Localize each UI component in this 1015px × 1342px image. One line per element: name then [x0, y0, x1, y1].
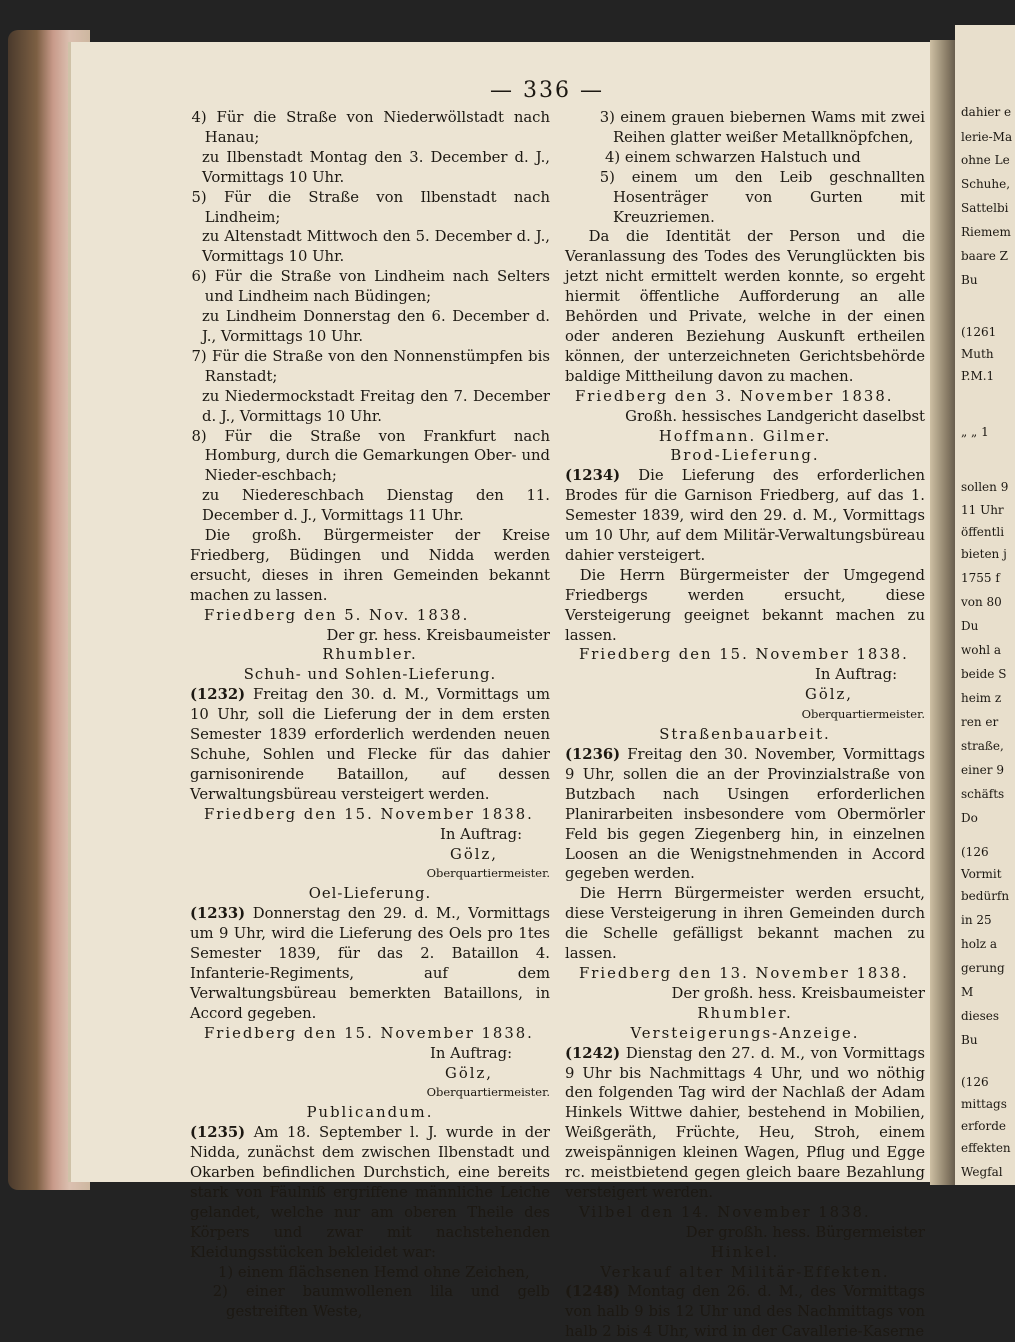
signature: Hoffmann. Gilmer. [658, 427, 832, 445]
facing-page-text: einer 9 [961, 763, 1004, 777]
dateline: Vilbel den 14. November 1838. [579, 1203, 871, 1221]
facing-page-text: sollen 9 [961, 480, 1009, 494]
route-item: 7) Für die Straße von den Nonnenstümpfen bis Ranstadt; [191, 347, 550, 385]
signatory-title: Oberquartiermeister. [801, 707, 925, 722]
facing-page-text: dieses [961, 1009, 1000, 1023]
clothing-item: 1) einem flächsenen Hemd ohne Zeichen, [218, 1263, 530, 1281]
facing-page-text: 11 Uhr [961, 503, 1004, 517]
page-number: — 336 — [490, 78, 604, 103]
route-date: zu Ilbenstadt Montag den 3. December d. J., Vormittags 10 Uhr. [202, 148, 550, 186]
facing-page-text: bieten j [961, 547, 1007, 561]
notice-text: Donnerstag den 29. d. M., Vormittags um 9 Uhr, wird die Lieferung des Oels pro 1tes Semester 1839, für das 2. Bataillon 4. Infanterie-Regiments, auf dem Verwaltungsbüreau bemerkten Bataillons, in Accord gegeben. [190, 905, 550, 1022]
signatory-title: Großh. hessisches Landgericht daselbst [625, 407, 925, 425]
facing-page-text: (126 [961, 1075, 989, 1089]
clothing-item: 5) einem um den Leib geschnallten Hosenträger von Gurten mit Kreuzriemen. [599, 168, 925, 226]
facing-page-text: lerie-Ma [961, 130, 1013, 144]
signature: Gölz, [450, 845, 498, 863]
facing-page-text: heim z [961, 691, 1002, 705]
section-heading: Verkauf alter Militär-Effekten. [600, 1263, 890, 1281]
facing-page-text: P.M.1 [961, 369, 995, 383]
facing-page-text: von 80 [961, 595, 1002, 609]
facing-page-text: Bu [961, 273, 978, 287]
signatory-title: Der gr. hess. Kreisbaumeister [326, 626, 550, 644]
clothing-item: 4) einem schwarzen Halstuch und [605, 148, 861, 166]
signature: Gölz, [805, 686, 853, 704]
notice-text: Die Herrn Bürgermeister der Umgegend Friedbergs werden ersucht, diese Versteigerung geeignet bekannt machen zu lassen. [565, 566, 925, 644]
facing-page-text: holz a [961, 937, 998, 951]
signatory-title: Oberquartiermeister. [426, 1085, 550, 1100]
facing-page-text: beide S [961, 667, 1007, 681]
facing-page-text: Muth [961, 347, 994, 361]
route-item: 5) Für die Straße von Ilbenstadt nach Lindheim; [191, 188, 550, 226]
notice-number: (1234) [565, 467, 621, 485]
facing-page-text: (1261 [961, 325, 997, 339]
notice-text: Die Herrn Bürgermeister werden ersucht, diese Versteigerung in ihren Gemeinden durch die Schelle gefälligst bekannt machen zu lassen. [565, 885, 925, 963]
signature: Rhumbler. [322, 646, 418, 664]
dateline: Friedberg den 5. Nov. 1838. [204, 606, 470, 624]
section-heading: Straßenbauarbeit. [659, 726, 831, 744]
notice-text: Die Lieferung des erforderlichen Brodes für die Garnison Friedberg, auf das 1. Semester 1839, wird den 29. d. M., Vormittags um 10 Uhr, auf dem Militär-Verwaltungsbüreau dahier versteigert. [565, 467, 925, 564]
notice-number: (1233) [190, 905, 246, 923]
signature: Hinkel. [710, 1243, 780, 1261]
section-heading: Brod-Lieferung. [670, 447, 820, 465]
notice-number: (1236) [565, 746, 621, 763]
signatory-title: Der großh. hess. Bürgermeister [685, 1223, 925, 1241]
right-column [565, 108, 925, 1342]
facing-page-text: Do [961, 811, 978, 825]
notice-text: Freitag den 30. d. M., Vormittags um 10 Uhr, soll die Lieferung der in dem ersten Semester 1839 erforderlich werdenden neuen Schuhe, Sohlen und Flecke für das dahier garnisonirende Bataillon, auf dessen Verwaltungsbüreau versteigert werden. [190, 686, 550, 803]
facing-page-text: mittags [961, 1097, 1007, 1111]
notice-text: Dienstag den 27. d. M., von Vormittags 9 Uhr bis Nachmittags 4 Uhr, und wo nöthig den folgenden Tag wird der Nachlaß der Adam Hinkels Wittwe dahier, bestehend in Mobilien, Weißgeräth, Früchte, Heu, Stroh, einem zweispännigen kleinen Wagen, Pflug und Egge rc. meistbietend gegen gleich baare Bezahlung versteigert werden. [565, 1044, 925, 1201]
facing-page-text: erforde [961, 1119, 1007, 1133]
dateline: Friedberg den 15. November 1838. [204, 1024, 534, 1042]
facing-page-text: gerung [961, 961, 1005, 975]
notice-text: Da die Identität der Person und die Veranlassung des Todes des Verunglückten bis jetzt nicht ermittelt werden konnte, so ergeht hiermit öffentliche Aufforderung an alle Behörden und Private, welche in der einen oder anderen Beziehung Auskunft ertheilen können, der unterzeichneten Gerichtsbehörde baldige Mittheilung davon zu machen. [565, 228, 925, 385]
facing-page-fragment [955, 25, 1015, 1185]
section-heading: Oel-Lieferung. [308, 885, 432, 903]
route-date: zu Niedermockstadt Freitag den 7. December d. J., Vormittags 10 Uhr. [202, 387, 550, 425]
dateline: Friedberg den 15. November 1838. [579, 646, 909, 664]
facing-page-text: Riemem [961, 225, 1011, 239]
notice-number: (1242) [565, 1044, 621, 1062]
facing-page-text: (126 [961, 845, 989, 859]
page-gutter [930, 40, 958, 1185]
dateline: Friedberg den 15. November 1838. [204, 805, 534, 823]
signatory-title: Der großh. hess. Kreisbaumeister [671, 984, 925, 1002]
facing-page-text: bedürfn [961, 889, 1010, 903]
notice-text: Am 18. September l. J. wurde in der Nidda, zunächst dem zwischen Ilbenstadt und Okarben befindlichen Durchstich, eine bereits stark von Fäulniß ergriffene männliche Leiche gelandet, welche nur am oberen Theile des Körpers und zwar mit nachstehenden Kleidungsstücken bekleidet war: [190, 1124, 550, 1261]
facing-page-text: wohl a [961, 643, 1002, 657]
facing-page-text: ren er [961, 715, 999, 729]
route-item: 6) Für die Straße von Lindheim nach Selters und Lindheim nach Büdingen; [191, 268, 550, 306]
notice-number: (1248) [565, 1283, 621, 1301]
notice-text: Montag den 26. d. M., des Vormittags von halb 9 bis 12 Uhr und des Nachmittags von halb 2 bis 4 Uhr, wird in der Cavallerie-Kaserne [565, 1283, 925, 1341]
facing-page-text: baare Z [961, 249, 1008, 263]
auftrag-label: In Auftrag: [440, 825, 523, 843]
facing-page-text: effekten [961, 1141, 1011, 1155]
facing-page-text: Bu [961, 1033, 978, 1047]
facing-page-text: dahier e [961, 105, 1012, 119]
notice-text: Die großh. Bürgermeister der Kreise Friedberg, Büdingen und Nidda werden ersucht, dieses in ihren Gemeinden bekannt machen zu lassen. [190, 527, 550, 604]
facing-page-text: Du [961, 619, 979, 633]
facing-page-text: straße, [961, 739, 1004, 753]
left-column [190, 108, 550, 1322]
facing-page-text: Sattelbi [961, 201, 1009, 215]
section-heading: Versteigerungs-Anzeige. [630, 1024, 860, 1042]
route-item: 4) Für die Straße von Niederwöllstadt nach Hanau; [191, 109, 550, 146]
dateline: Friedberg den 13. November 1838. [579, 964, 909, 982]
signatory-title: Oberquartiermeister. [426, 866, 550, 881]
route-date: zu Niedereschbach Dienstag den 11. December d. J., Vormittags 11 Uhr. [202, 487, 550, 525]
route-date: zu Lindheim Donnerstag den 6. December d. J., Vormittags 10 Uhr. [202, 308, 550, 345]
facing-page-text: schäfts [961, 787, 1005, 801]
clothing-item: 3) einem grauen biebernen Wams mit zwei Reihen glatter weißer Metallknöpfchen, [599, 109, 925, 146]
facing-page-text: ohne Le [961, 153, 1010, 167]
facing-page-text: M [961, 985, 974, 999]
signature: Gölz, [445, 1064, 493, 1082]
route-date: zu Altenstadt Mittwoch den 5. December d. J., Vormittags 10 Uhr. [202, 228, 550, 266]
clothing-item: 2) einer baumwollenen lila und gelb gestreiften Weste, [212, 1283, 550, 1321]
notice-number: (1232) [190, 686, 246, 704]
notice-number: (1235) [190, 1124, 246, 1142]
signature: Rhumbler. [697, 1004, 793, 1022]
section-heading: Publicandum. [306, 1104, 434, 1122]
facing-page-text: Vormit [961, 867, 1002, 881]
auftrag-label: In Auftrag: [430, 1044, 513, 1062]
auftrag-label: In Auftrag: [815, 666, 898, 684]
section-heading: Schuh- und Sohlen-Lieferung. [243, 666, 497, 684]
notice-text: Freitag den 30. November, Vormittags 9 Uhr, sollen die an der Provinzialstraße von Butzbach nach Usingen erforderlichen Planirarbeiten insbesondere vom Obermörler Feld bis gegen Ziegenberg hin, in einzelnen Loosen an die Wenigstnehmenden in Accord gegeben werden. [565, 746, 925, 883]
dateline: Friedberg den 3. November 1838. [575, 387, 894, 405]
facing-page-text: in 25 [961, 913, 992, 927]
facing-page-text: „ „ 1 [961, 425, 989, 439]
facing-page-text: Schuhe, [961, 177, 1011, 191]
route-item: 8) Für die Straße von Frankfurt nach Homburg, durch die Gemarkungen Ober- und Nieder-eschbach; [191, 427, 550, 485]
facing-page-text: 1755 f [961, 571, 1000, 585]
facing-page-text: öffentli [961, 525, 1005, 539]
facing-page-text: Wegfal [961, 1165, 1003, 1179]
